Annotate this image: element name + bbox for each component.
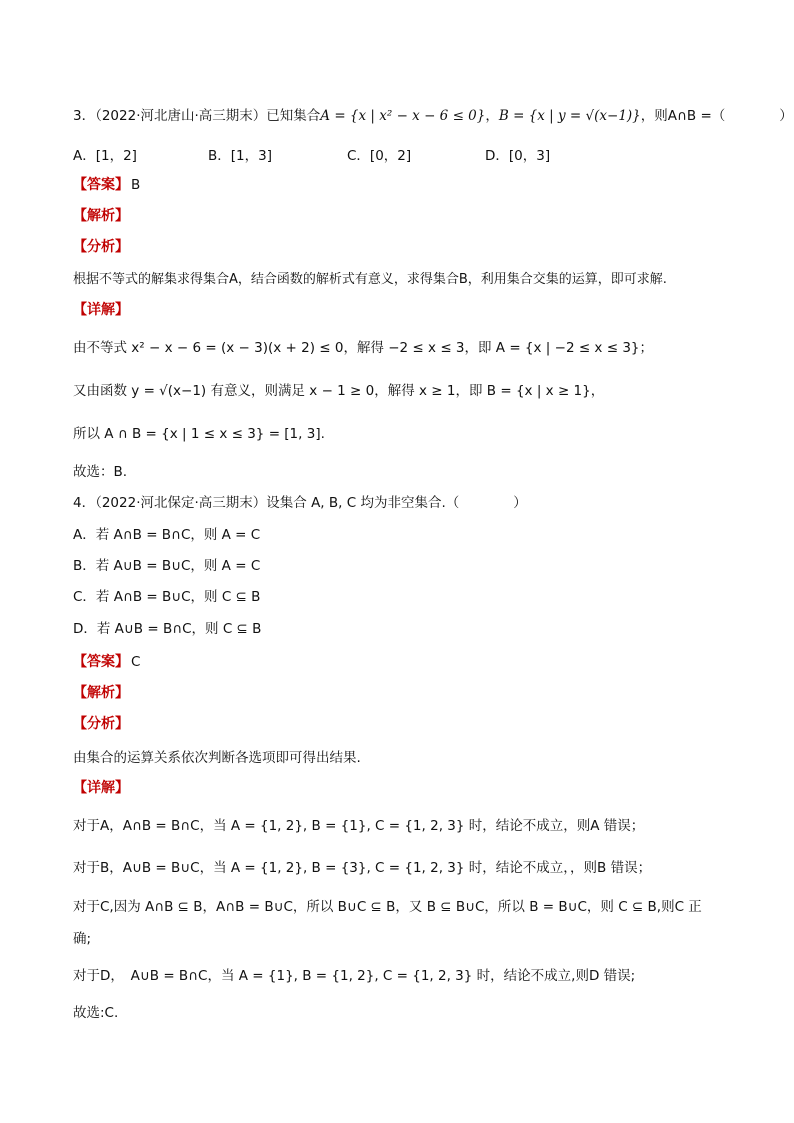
q3-option-c: C．[0，2] [347, 148, 412, 164]
q3-option-b: B．[1，3] [208, 148, 272, 164]
q3-stem-suffix: ，则A∩B =（ ） [640, 108, 793, 124]
q4-answer-value: C [131, 654, 141, 670]
q3-detail-line-2: 又由函数 y = √(x−1) 有意义，则满足 x − 1 ≥ 0，解得 x ≥ 1，即 B = {x | x ≥ 1}， [73, 383, 605, 399]
q4-fenxi-tag: 【分析】 [73, 716, 129, 732]
q3-analysis-tag: 【解析】 [73, 208, 129, 224]
q3-fenxi-tag: 【分析】 [73, 239, 129, 255]
q4-detail-line-2: 对于B，A∪B = B∪C，当 A = {1, 2}, B = {3}, C = {1, 2, 3} 时，结论不成立，，则B 错误； [73, 860, 652, 876]
q3-detail-line-1: 由不等式 x² − x − 6 = (x − 3)(x + 2) ≤ 0，解得 −2 ≤ x ≤ 3，即 A = {x | −2 ≤ x ≤ 3}； [73, 340, 653, 356]
q4-detail-line-6: 故选:C. [73, 1005, 119, 1021]
q3-set-b: B = {x | y = √(x−1)} [498, 108, 641, 124]
q4-analysis-tag: 【解析】 [73, 685, 129, 701]
q3-detail-line-4: 故选：B. [73, 464, 128, 480]
q3-comma: ， [485, 108, 499, 124]
q4-detail-line-4: 确; [73, 931, 92, 947]
q3-answer-line [73, 175, 140, 195]
q3-answer-tag: 【答案】 [73, 177, 129, 193]
q4-detail-line-1: 对于A，A∩B = B∩C，当 A = {1, 2}, B = {1}, C = {1, 2, 3} 时，结论不成立，则A 错误； [73, 818, 645, 834]
q3-detail-tag: 【详解】 [73, 302, 129, 318]
q4-detail-tag: 【详解】 [73, 780, 129, 796]
q3-option-a: A．[1，2] [73, 148, 137, 164]
q4-detail-line-3: 对于C,因为 A∩B ⊆ B，A∩B = B∪C，所以 B∪C ⊆ B，又 B ⊆ B∪C，所以 B = B∪C，则 C ⊆ B,则C 正 [73, 899, 702, 915]
q4-detail-line-5: 对于D， A∪B = B∩C，当 A = {1}, B = {1, 2}, C = {1, 2, 3} 时，结论不成立,则D 错误; [73, 968, 636, 984]
q4-answer-tag: 【答案】 [73, 654, 129, 670]
q3-option-d: D．[0，3] [485, 148, 551, 164]
q4-option-a: A．若 A∩B = B∩C，则 A = C [73, 527, 261, 543]
q4-stem: 4．（2022·河北保定·高三期末）设集合 A, B, C 均为非空集合.（ ） [73, 495, 527, 511]
q4-option-c: C．若 A∩B = B∪C，则 C ⊆ B [73, 589, 261, 605]
q3-answer-value: B [131, 177, 141, 193]
q3-fenxi-text: 根据不等式的解集求得集合A，结合函数的解析式有意义，求得集合B，利用集合交集的运算，即可求解. [73, 272, 667, 287]
q4-option-d: D．若 A∪B = B∩C，则 C ⊆ B [73, 621, 262, 637]
q3-detail-line-3: 所以 A ∩ B = {x | 1 ≤ x ≤ 3} = [1, 3]. [73, 426, 325, 442]
q3-stem [73, 106, 793, 126]
q3-set-a: A = {x | x² − x − 6 ≤ 0} [320, 108, 486, 124]
q4-fenxi-text: 由集合的运算关系依次判断各选项即可得出结果. [73, 750, 361, 766]
q3-stem-prefix: 3．（2022·河北唐山·高三期末）已知集合 [73, 108, 321, 124]
q4-option-b: B．若 A∪B = B∪C，则 A = C [73, 558, 261, 574]
q4-answer-line [73, 652, 140, 672]
